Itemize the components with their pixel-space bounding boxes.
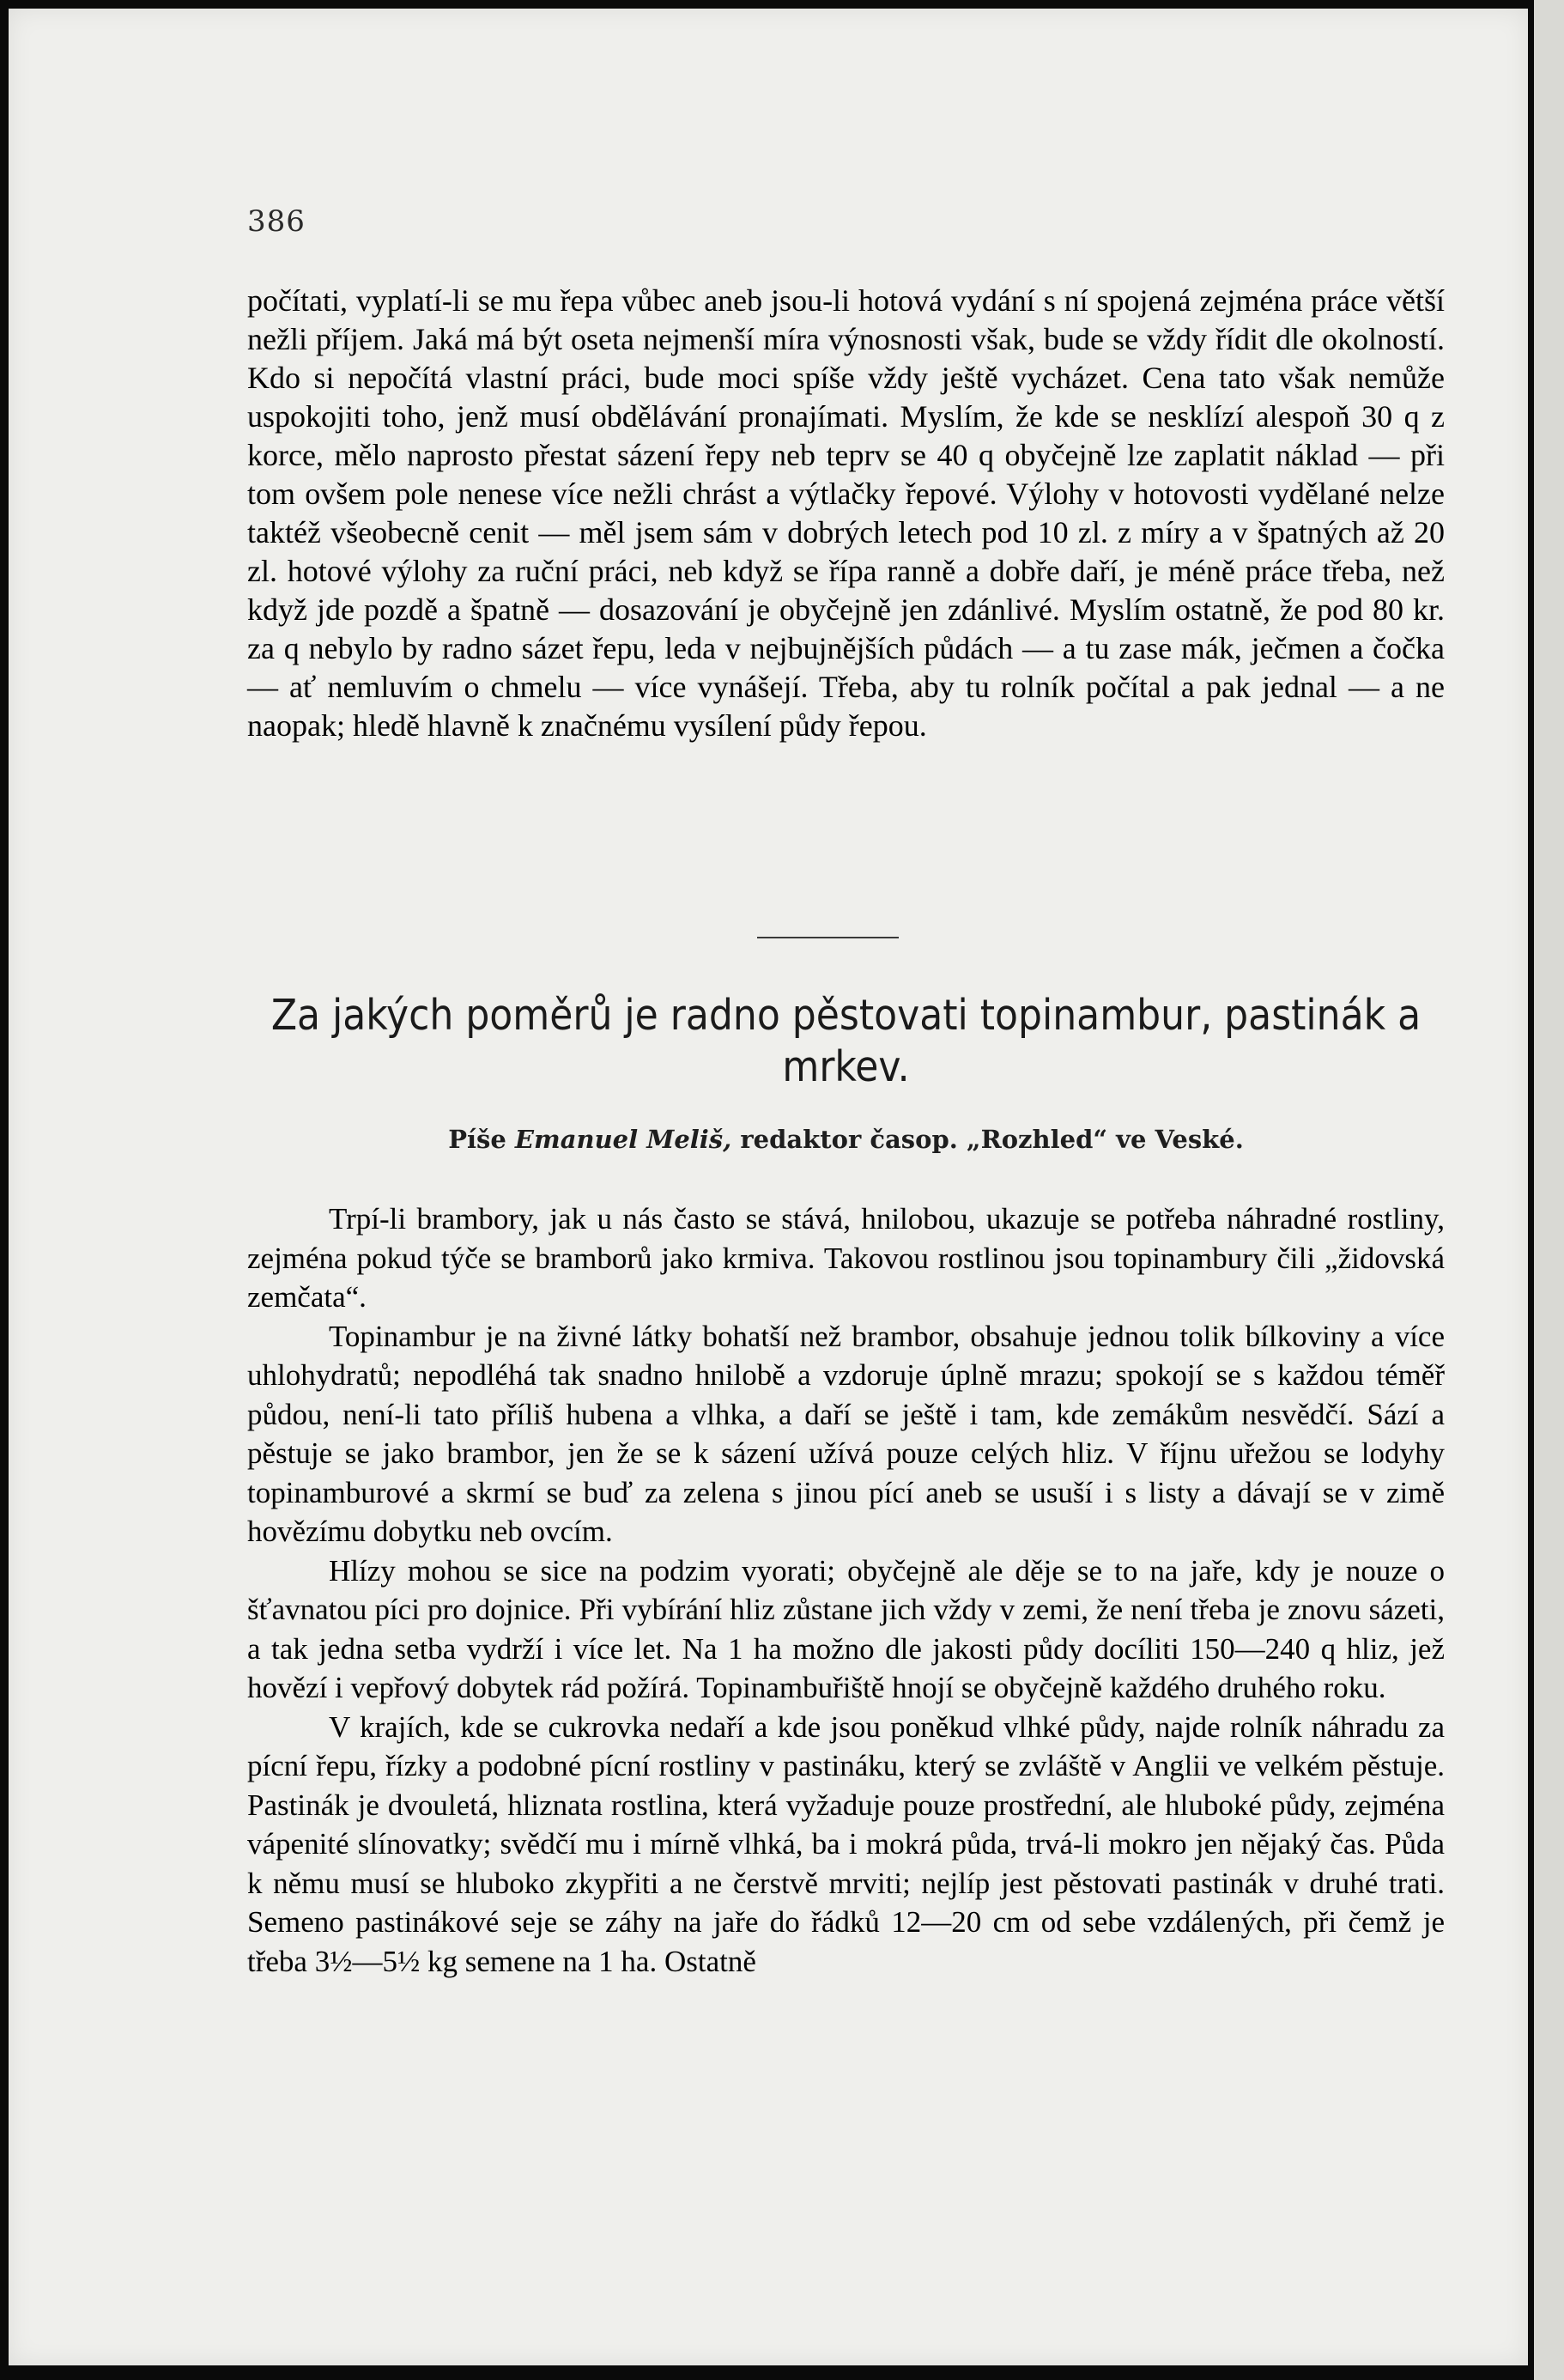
continuation-text-block bbox=[247, 282, 1445, 745]
article-paragraph: Topinambur je na živné látky bohatší než brambor, obsahuje jednou tolik bílkoviny a více uhlohydratů; nepodléhá tak snadno hnilobě a vzdoruje úplně mrazu; spokojí se s každou téměř půdou, není-li tato příliš hubena a vlhka, a daří se ještě i tam, kde zemákům nesvědčí. Sází a pěstuje se jako brambor, jen že se k sázení užívá pouze celých hliz. V říjnu uřežou se lodyhy topinamburové a skrmí se buď za zelena s jinou pící aneb se usuší i s listy a dávají se v zimě hovězímu dobytku neb ovcím. bbox=[247, 1319, 1445, 1548]
page-edge-shadow bbox=[1530, 0, 1534, 2380]
article-paragraph: Trpí-li brambory, jak u nás často se stává, hnilobou, ukazuje se potřeba náhradné rostliny, zejména pokud týče se bramborů jako krmiva. Takovou rostlinou jsou topinambury čili „židovská zemčata“. bbox=[247, 1202, 1445, 1314]
byline-prefix: Píše bbox=[448, 1125, 506, 1154]
page-number: 386 bbox=[247, 204, 306, 239]
byline-author: Emanuel Meliš, bbox=[514, 1125, 732, 1154]
article-paragraph: V krajích, kde se cukrovka nedaří a kde jsou poněkud vlhké půdy, najde rolník náhradu za pícní řepu, řízky a podobné pícní rostliny v pastináku, který se zvláště v Anglii ve velkém pěstuje. Pastinák je dvouletá, hliznata rostlina, která vyžaduje pouze prostřední, ale hluboké půdy, zejména vápenité slínovatky; svědčí mu i mírně vlhká, ba i mokrá půda, trvá-li mokro jen nějaký čas. Půda k němu musí se hluboko zkypřiti a ne čerstvě mrviti; nejlíp jest pěstovati pastinák v druhé trati. Semeno pastinákové seje se záhy na jaře do řádků 12—20 cm od sebe vzdálených, při čemž je třeba 3½—5½ kg semene na 1 ha. Ostatně bbox=[247, 1709, 1445, 1978]
page-edge-strip bbox=[1530, 0, 1564, 2380]
continuation-paragraph: počítati, vyplatí-li se mu řepa vůbec aneb jsou-li hotová vydání s ní spojená zejména práce větší nežli příjem. Jaká má být oseta nejmenší míra výnosnosti však, bude se vždy řídit dle okolností. Kdo si nepočítá vlastní práci, bude moci spíše vždy ještě vycházet. Cena tato však nemůže uspokojiti toho, jenž musí obdělávání pronajímati. Myslím, že kde se nesklízí alespoň 30 q z korce, mělo naprosto přestat sázení řepy neb teprv se 40 q obyčejně lze zaplatit náklad — při tom ovšem pole nenese více nežli chrást a výtlačky řepové. Výlohy v hotovosti vydělané nelze taktéž všeobecně cenit — měl jsem sám v dobrých letech pod 10 zl. z míry a v špatných až 20 zl. hotové výlohy za ruční práci, neb když se řípa ranně a dobře daří, je méně práce třeba, než když jde pozdě a špatně — dosazování je obyčejně jen zdánlivé. Myslím ostatně, že pod 80 kr. za q nebylo by radno sázet řepu, leda v nejbujnějších půdách — a tu zase mák, ječmen a čočka — ať nemluvím o chmelu — více vynášejí. Třeba, aby tu rolník počítal a pak jednal — a ne naopak; hledě hlavně k značnému vysílení půdy řepou. bbox=[247, 283, 1445, 743]
article-title: Za jakých poměrů je radno pěstovati topinambur, pastinák a mrkev. bbox=[270, 991, 1422, 1091]
byline-suffix: redaktor časop. „Rozhled“ ve Veské. bbox=[740, 1125, 1244, 1154]
article-paragraph: Hlízy mohou se sice na podzim vyorati; obyčejně ale děje se to na jaře, kdy je nouze o šťavnatou píci pro dojnice. Při vybírání hliz zůstane jich vždy v zemi, že není třeba je znovu sázeti, a tak jedna setba vydrží i více let. Na 1 ha možno dle jakosti půdy docíliti 150—240 q hliz, jež hovězí i vepřový dobytek rád požírá. Topinambuřiště hnojí se obyčejně každého druhého roku. bbox=[247, 1553, 1445, 1704]
article-byline bbox=[247, 1125, 1445, 1154]
article-body bbox=[247, 1199, 1445, 1981]
section-divider bbox=[757, 937, 899, 938]
